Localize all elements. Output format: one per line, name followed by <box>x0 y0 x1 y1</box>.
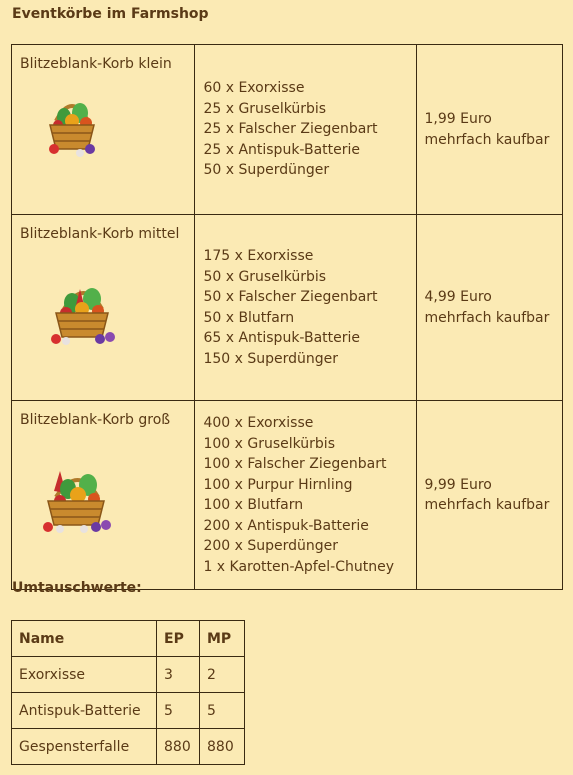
list-item: 1 x Karotten-Apfel-Chutney <box>203 558 394 575</box>
list-item: 50 x Falscher Ziegenbart <box>203 289 378 305</box>
table-cell: 3 <box>157 657 200 693</box>
basket-items-cell <box>195 45 416 215</box>
basket-items-cell <box>195 215 416 401</box>
list-item: 100 x Gruselkürbis <box>203 435 335 452</box>
column-header-name: Name <box>12 621 157 657</box>
list-item: 200 x Superdünger <box>203 538 339 554</box>
basket-name-cell <box>12 215 195 401</box>
basket-price: 9,99 Euro <box>424 476 492 493</box>
basket-price-cell <box>416 401 563 590</box>
table-cell: 5 <box>157 693 200 729</box>
table-cell: 880 <box>200 729 245 765</box>
table-header-row <box>12 621 245 657</box>
list-item: 50 x Superdünger <box>203 162 330 179</box>
section-title: Umtauschwerte: <box>12 580 142 596</box>
table-row <box>12 693 245 729</box>
table-row <box>12 401 563 590</box>
list-item: 100 x Purpur Hirnling <box>203 476 353 493</box>
table-row <box>12 45 563 215</box>
list-item: 60 x Exorxisse <box>203 80 305 97</box>
list-item: 150 x Superdünger <box>203 350 339 367</box>
table-cell: Antispuk-Batterie <box>12 693 157 729</box>
basket-price-cell <box>416 215 563 401</box>
basket-price-cell <box>416 45 563 215</box>
basket-note: mehrfach kaufbar <box>424 497 550 513</box>
basket-image <box>46 275 118 349</box>
list-item: 100 x Blutfarn <box>203 497 304 513</box>
column-header-ep: EP <box>157 621 200 657</box>
basket-name: Blitzeblank-Korb mittel <box>20 226 180 242</box>
table-cell: Gespensterfalle <box>12 729 157 765</box>
basket-name-cell <box>12 45 195 215</box>
basket-price: 1,99 Euro <box>424 111 492 127</box>
table-cell: 5 <box>200 693 245 729</box>
list-item: 25 x Antispuk-Batterie <box>203 141 361 158</box>
list-item: 50 x Gruselkürbis <box>203 268 327 285</box>
basket-name: Blitzeblank-Korb klein <box>20 56 172 72</box>
basket-price: 4,99 Euro <box>424 289 492 305</box>
page-title: Eventkörbe im Farmshop <box>12 6 209 22</box>
basket-image <box>38 461 114 537</box>
basket-items-cell <box>195 401 416 590</box>
exchange-table <box>11 620 245 765</box>
basket-name: Blitzeblank-Korb groß <box>20 412 171 428</box>
table-row <box>12 657 245 693</box>
list-item: 175 x Exorxisse <box>203 248 314 264</box>
column-header-mp: MP <box>200 621 245 657</box>
basket-note: mehrfach kaufbar <box>424 309 550 326</box>
list-item: 200 x Antispuk-Batterie <box>203 517 369 534</box>
basket-note: mehrfach kaufbar <box>424 131 550 148</box>
table-row <box>12 215 563 401</box>
table-row <box>12 729 245 765</box>
list-item: 25 x Gruselkürbis <box>203 100 327 117</box>
table-cell: 2 <box>200 657 245 693</box>
list-item: 25 x Falscher Ziegenbart <box>203 121 378 138</box>
list-item: 50 x Blutfarn <box>203 309 295 326</box>
table-cell: 880 <box>157 729 200 765</box>
list-item: 65 x Antispuk-Batterie <box>203 330 361 346</box>
list-item: 400 x Exorxisse <box>203 415 314 431</box>
basket-table <box>11 44 563 590</box>
basket-image <box>42 91 102 157</box>
table-cell: Exorxisse <box>12 657 157 693</box>
basket-name-cell <box>12 401 195 590</box>
list-item: 100 x Falscher Ziegenbart <box>203 456 387 472</box>
